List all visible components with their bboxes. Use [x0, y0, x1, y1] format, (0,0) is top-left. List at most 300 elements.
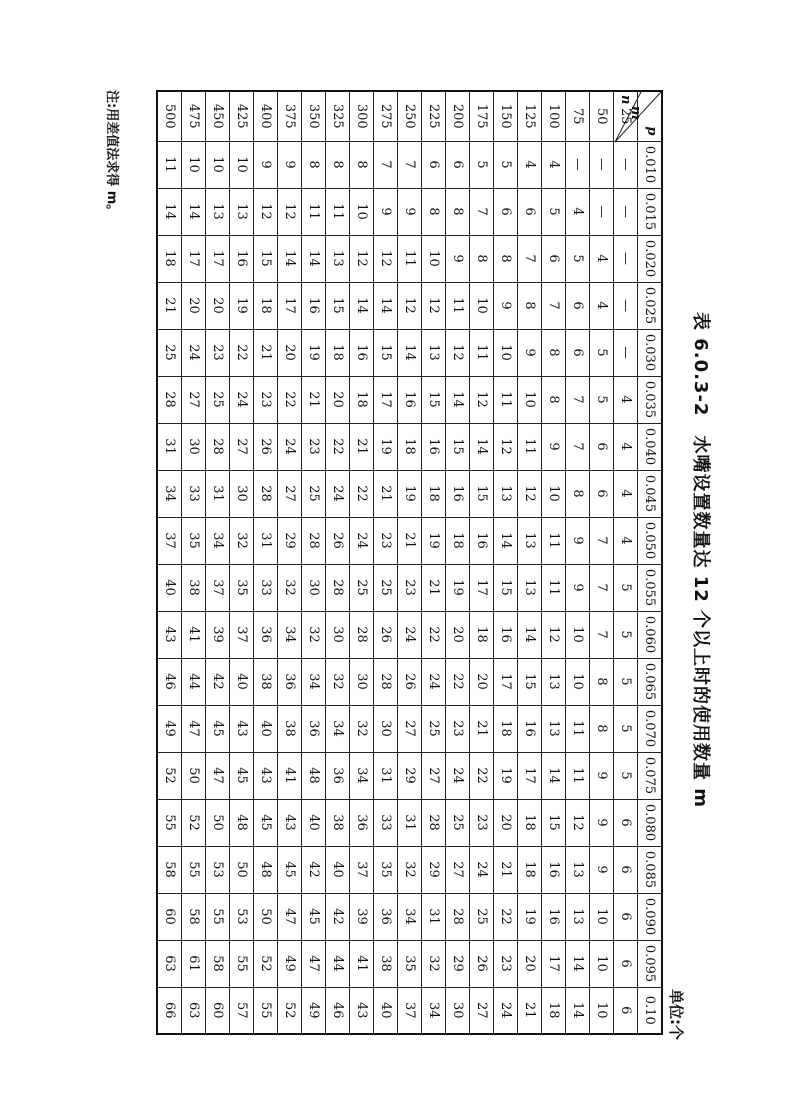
table-cell: 11	[518, 423, 542, 470]
table-cell: 60	[157, 893, 182, 940]
table-row	[566, 91, 590, 1034]
table-cell: 11	[302, 188, 326, 235]
table-cell: 9	[494, 282, 518, 329]
column-header: 0.025	[638, 282, 663, 329]
table-cell: 13	[542, 658, 566, 705]
table-cell: 15	[470, 470, 494, 517]
table-cell: 4	[614, 423, 638, 470]
table-cell: 50	[254, 893, 278, 940]
table-cell: 66	[157, 987, 182, 1034]
table-cell: 20	[470, 658, 494, 705]
row-header-n: 475	[182, 91, 206, 141]
table-cell: 14	[350, 282, 374, 329]
table-cell: 37	[206, 564, 230, 611]
column-header: 0.085	[638, 846, 663, 893]
table-cell: 4	[542, 141, 566, 188]
table-cell: 55	[157, 799, 182, 846]
table-cell: 10	[542, 470, 566, 517]
table-row	[206, 91, 230, 1034]
table-cell: 23	[302, 423, 326, 470]
table-cell: 37	[350, 846, 374, 893]
table-cell: 17	[470, 564, 494, 611]
table-cell: 5	[614, 564, 638, 611]
table-cell: 16	[350, 329, 374, 376]
table-cell: 52	[278, 987, 302, 1034]
table-cell: 16	[230, 235, 254, 282]
row-header-n: 350	[302, 91, 326, 141]
table-cell: 63	[182, 987, 206, 1034]
table-cell: 33	[374, 799, 398, 846]
table-cell: 27	[398, 705, 422, 752]
table-cell: 16	[542, 846, 566, 893]
table-cell: 7	[398, 141, 422, 188]
column-header: 0.045	[638, 470, 663, 517]
row-header-n: 225	[422, 91, 446, 141]
row-header-n: 200	[446, 91, 470, 141]
table-cell: 24	[230, 376, 254, 423]
table-cell: 9	[518, 329, 542, 376]
table-cell: 63	[157, 940, 182, 987]
table-cell: 16	[470, 517, 494, 564]
table-cell: 12	[278, 188, 302, 235]
unit-label: 单位:个	[667, 989, 685, 1040]
table-cell: 36	[326, 752, 350, 799]
table-cell: 7	[518, 235, 542, 282]
table-row	[254, 91, 278, 1034]
table-cell: 13	[326, 235, 350, 282]
table-cell: 31	[206, 470, 230, 517]
corner-label-m: m	[628, 106, 643, 120]
table-cell: 22	[230, 329, 254, 376]
row-header-n: 375	[278, 91, 302, 141]
table-cell: 36	[302, 705, 326, 752]
table-cell: 26	[254, 423, 278, 470]
table-cell: 8	[566, 470, 590, 517]
table-cell: 50	[206, 799, 230, 846]
table-cell: 9	[446, 235, 470, 282]
table-row	[446, 91, 470, 1034]
table-cell: 4	[590, 235, 614, 282]
table-cell: 31	[398, 799, 422, 846]
table-cell: 7	[590, 564, 614, 611]
table-row	[518, 91, 542, 1034]
row-header-n: 425	[230, 91, 254, 141]
table-cell: 27	[230, 423, 254, 470]
table-cell: 21	[422, 564, 446, 611]
table-cell: 55	[206, 893, 230, 940]
table-cell: 5	[542, 188, 566, 235]
table-row	[542, 91, 566, 1034]
table-cell: 20	[494, 799, 518, 846]
table-cell: 13	[518, 564, 542, 611]
table-cell: 18	[494, 705, 518, 752]
table-cell: 58	[206, 940, 230, 987]
table-cell: 35	[374, 846, 398, 893]
table-cell: 16	[422, 423, 446, 470]
table-cell: 17	[374, 376, 398, 423]
table-cell: 21	[302, 376, 326, 423]
table-cell: 34	[398, 893, 422, 940]
table-cell: 12	[254, 188, 278, 235]
table-cell: 30	[230, 470, 254, 517]
table-cell: 36	[374, 893, 398, 940]
table-body	[157, 91, 638, 1034]
table-cell: 22	[350, 470, 374, 517]
table-cell: 50	[230, 846, 254, 893]
table-cell: 9	[566, 564, 590, 611]
table-cell: 25	[350, 564, 374, 611]
corner-label-p: p	[644, 126, 659, 136]
table-cell: 10	[230, 141, 254, 188]
table-cell: 7	[566, 423, 590, 470]
table-cell: 15	[326, 282, 350, 329]
table-cell: 29	[446, 940, 470, 987]
table-cell: 16	[542, 893, 566, 940]
table-row	[278, 91, 302, 1034]
table-cell: 49	[278, 940, 302, 987]
table-cell: 31	[422, 893, 446, 940]
table-cell: 28	[446, 893, 470, 940]
table-cell: 26	[374, 611, 398, 658]
table-cell: 19	[374, 423, 398, 470]
table-cell: 45	[254, 799, 278, 846]
table-cell: 43	[254, 752, 278, 799]
table-cell: 23	[206, 329, 230, 376]
table-cell: 55	[182, 846, 206, 893]
table-cell: 11	[542, 564, 566, 611]
table-cell: 18	[518, 846, 542, 893]
table-cell: 43	[157, 611, 182, 658]
table-cell: 10	[470, 282, 494, 329]
table-cell: —	[614, 235, 638, 282]
table-cell: 38	[182, 564, 206, 611]
table-cell: 6	[518, 188, 542, 235]
table-cell: 6	[614, 893, 638, 940]
table-cell: 42	[326, 893, 350, 940]
table-cell: 8	[326, 141, 350, 188]
table-cell: 24	[350, 517, 374, 564]
table-cell: 30	[446, 987, 470, 1034]
table-cell: 9	[590, 752, 614, 799]
row-header-n: 400	[254, 91, 278, 141]
table-cell: 24	[398, 611, 422, 658]
table-cell: 6	[446, 141, 470, 188]
table-cell: 35	[182, 517, 206, 564]
table-cell: 34	[278, 611, 302, 658]
table-cell: 25	[470, 893, 494, 940]
row-header-n: 250	[398, 91, 422, 141]
table-cell: 33	[254, 564, 278, 611]
table-cell: 8	[542, 329, 566, 376]
table-cell: 19	[230, 282, 254, 329]
table-cell: 15	[374, 329, 398, 376]
table-cell: 12	[518, 470, 542, 517]
table-cell: 25	[446, 799, 470, 846]
table-cell: 8	[470, 235, 494, 282]
data-table	[156, 90, 663, 1035]
table-cell: 25	[206, 376, 230, 423]
table-cell: 6	[422, 141, 446, 188]
table-cell: 25	[302, 470, 326, 517]
table-cell: 9	[590, 799, 614, 846]
table-cell: 7	[590, 611, 614, 658]
table-cell: 39	[206, 611, 230, 658]
table-row	[494, 91, 518, 1034]
table-row	[614, 91, 638, 1034]
table-cell: 44	[326, 940, 350, 987]
header-row	[638, 91, 663, 1034]
table-cell: 28	[350, 611, 374, 658]
table-cell: 34	[302, 658, 326, 705]
table-cell: 8	[494, 235, 518, 282]
table-cell: 25	[422, 705, 446, 752]
table-cell: 18	[470, 611, 494, 658]
table-cell: 23	[398, 564, 422, 611]
table-cell: 24	[446, 752, 470, 799]
table-cell: —	[614, 188, 638, 235]
table-cell: 29	[398, 752, 422, 799]
table-cell: 10	[350, 188, 374, 235]
table-cell: 13	[518, 517, 542, 564]
table-cell: 10	[566, 658, 590, 705]
table-cell: 12	[494, 423, 518, 470]
table-cell: 17	[278, 282, 302, 329]
table-cell: 36	[350, 799, 374, 846]
table-cell: 43	[278, 799, 302, 846]
table-cell: 9	[590, 846, 614, 893]
table-cell: 17	[182, 235, 206, 282]
table-cell: 28	[326, 564, 350, 611]
table-cell: 11	[157, 141, 182, 188]
table-cell: 48	[254, 846, 278, 893]
table-cell: 12	[470, 376, 494, 423]
table-cell: 5	[590, 376, 614, 423]
table-title: 表 6.0.3-2 水嘴设置数量达 12 个以上时的使用数量 m	[690, 311, 711, 809]
table-cell: 21	[350, 423, 374, 470]
row-header-n: 50	[590, 91, 614, 141]
table-cell: 22	[422, 611, 446, 658]
table-cell: 32	[422, 940, 446, 987]
table-cell: 7	[566, 376, 590, 423]
column-header: 0.030	[638, 329, 663, 376]
table-cell: 44	[182, 658, 206, 705]
row-header-n: 275	[374, 91, 398, 141]
table-cell: 12	[446, 329, 470, 376]
table-cell: 9	[566, 517, 590, 564]
column-header: 0.055	[638, 564, 663, 611]
table-cell: 18	[157, 235, 182, 282]
table-cell: 24	[422, 658, 446, 705]
row-header-n: 25	[614, 91, 638, 141]
table-cell: 30	[374, 705, 398, 752]
table-cell: 34	[157, 470, 182, 517]
column-header: 0.070	[638, 705, 663, 752]
table-cell: 37	[398, 987, 422, 1034]
table-row	[398, 91, 422, 1034]
table-cell: 25	[374, 564, 398, 611]
table-cell: 42	[302, 846, 326, 893]
table-cell: 55	[230, 940, 254, 987]
table-row	[590, 91, 614, 1034]
table-cell: 8	[446, 188, 470, 235]
table-cell: 11	[494, 376, 518, 423]
table-cell: 14	[398, 329, 422, 376]
table-cell: 40	[302, 799, 326, 846]
table-cell: 52	[254, 940, 278, 987]
row-header-n: 150	[494, 91, 518, 141]
table-cell: 14	[374, 282, 398, 329]
table-cell: 15	[254, 235, 278, 282]
table-cell: 4	[566, 188, 590, 235]
table-cell: 22	[446, 658, 470, 705]
table-cell: 4	[614, 517, 638, 564]
table-cell: 23	[470, 799, 494, 846]
table-cell: 47	[206, 752, 230, 799]
table-cell: 9	[278, 141, 302, 188]
column-header: 0.10	[638, 987, 663, 1034]
table-cell: 38	[326, 799, 350, 846]
table-cell: 31	[374, 752, 398, 799]
table-cell: —	[614, 141, 638, 188]
table-cell: 5	[614, 752, 638, 799]
table-cell: 41	[350, 940, 374, 987]
table-cell: 4	[518, 141, 542, 188]
table-cell: —	[614, 329, 638, 376]
column-header: 0.035	[638, 376, 663, 423]
table-cell: 26	[398, 658, 422, 705]
table-cell: 21	[470, 705, 494, 752]
table-cell: 19	[422, 517, 446, 564]
table-cell: 21	[398, 517, 422, 564]
table-cell: 19	[302, 329, 326, 376]
table-cell: 5	[614, 658, 638, 705]
table-cell: 40	[374, 987, 398, 1034]
table-cell: 29	[278, 517, 302, 564]
table-cell: 40	[326, 846, 350, 893]
table-cell: 11	[446, 282, 470, 329]
table-cell: 7	[470, 188, 494, 235]
table-cell: 11	[470, 329, 494, 376]
table-cell: 30	[302, 564, 326, 611]
table-cell: 32	[350, 705, 374, 752]
table-cell: 34	[326, 705, 350, 752]
table-cell: 21	[254, 329, 278, 376]
table-cell: 28	[254, 470, 278, 517]
table-cell: 60	[206, 987, 230, 1034]
table-cell: 12	[422, 282, 446, 329]
table-cell: 16	[494, 611, 518, 658]
corner-label-n: n	[618, 95, 633, 105]
column-header: 0.015	[638, 188, 663, 235]
table-cell: 9	[374, 188, 398, 235]
table-cell: 11	[326, 188, 350, 235]
table-cell: 6	[566, 282, 590, 329]
table-cell: 6	[614, 846, 638, 893]
table-cell: 24	[278, 423, 302, 470]
table-cell: 10	[590, 893, 614, 940]
table-cell: 16	[398, 376, 422, 423]
table-note: 注:用差值法求得 m。	[104, 90, 119, 218]
table-cell: 20	[278, 329, 302, 376]
table-row	[422, 91, 446, 1034]
column-header: 0.010	[638, 141, 663, 188]
table-cell: 30	[350, 658, 374, 705]
table-cell: 14	[182, 188, 206, 235]
column-header: 0.075	[638, 752, 663, 799]
table-cell: 29	[422, 846, 446, 893]
table-cell: 14	[566, 987, 590, 1034]
row-header-n: 100	[542, 91, 566, 141]
table-cell: 18	[254, 282, 278, 329]
rotated-table-sheet	[75, 60, 725, 1060]
table-cell: 9	[254, 141, 278, 188]
table-cell: 20	[446, 611, 470, 658]
table-cell: 22	[326, 423, 350, 470]
table-cell: 16	[446, 470, 470, 517]
table-cell: 6	[494, 188, 518, 235]
table-cell: 28	[157, 376, 182, 423]
table-cell: 47	[302, 940, 326, 987]
table-row	[302, 91, 326, 1034]
table-cell: 21	[518, 987, 542, 1034]
table-cell: 32	[326, 658, 350, 705]
table-cell: 30	[326, 611, 350, 658]
table-cell: 26	[326, 517, 350, 564]
table-cell: 13	[206, 188, 230, 235]
table-cell: 28	[302, 517, 326, 564]
table-cell: 26	[470, 940, 494, 987]
table-cell: 21	[157, 282, 182, 329]
table-cell: 8	[542, 376, 566, 423]
table-cell: 18	[398, 423, 422, 470]
table-cell: 40	[254, 705, 278, 752]
table-cell: 24	[470, 846, 494, 893]
table-cell: 61	[182, 940, 206, 987]
table-cell: 17	[494, 658, 518, 705]
table-cell: 32	[398, 846, 422, 893]
table-cell: 32	[302, 611, 326, 658]
row-header-n: 125	[518, 91, 542, 141]
table-cell: 14	[542, 752, 566, 799]
table-cell: 27	[422, 752, 446, 799]
table-cell: 10	[590, 940, 614, 987]
table-cell: 8	[590, 705, 614, 752]
table-cell: 10	[590, 987, 614, 1034]
row-header-n: 500	[157, 91, 182, 141]
table-cell: 5	[470, 141, 494, 188]
table-cell: 14	[470, 423, 494, 470]
table-row	[182, 91, 206, 1034]
table-cell: 16	[518, 705, 542, 752]
table-cell: 12	[398, 282, 422, 329]
table-cell: 7	[374, 141, 398, 188]
table-cell: 53	[230, 893, 254, 940]
table-cell: 10	[494, 329, 518, 376]
column-header: 0.040	[638, 423, 663, 470]
table-cell: 14	[566, 940, 590, 987]
table-cell: 10	[518, 376, 542, 423]
table-cell: 5	[614, 705, 638, 752]
column-header: 0.050	[638, 517, 663, 564]
table-cell: 21	[494, 846, 518, 893]
table-cell: 31	[254, 517, 278, 564]
table-cell: 4	[614, 470, 638, 517]
table-cell: 12	[542, 611, 566, 658]
table-cell: 8	[518, 282, 542, 329]
table-cell: 23	[446, 705, 470, 752]
table-cell: 13	[566, 893, 590, 940]
table-cell: 47	[278, 893, 302, 940]
